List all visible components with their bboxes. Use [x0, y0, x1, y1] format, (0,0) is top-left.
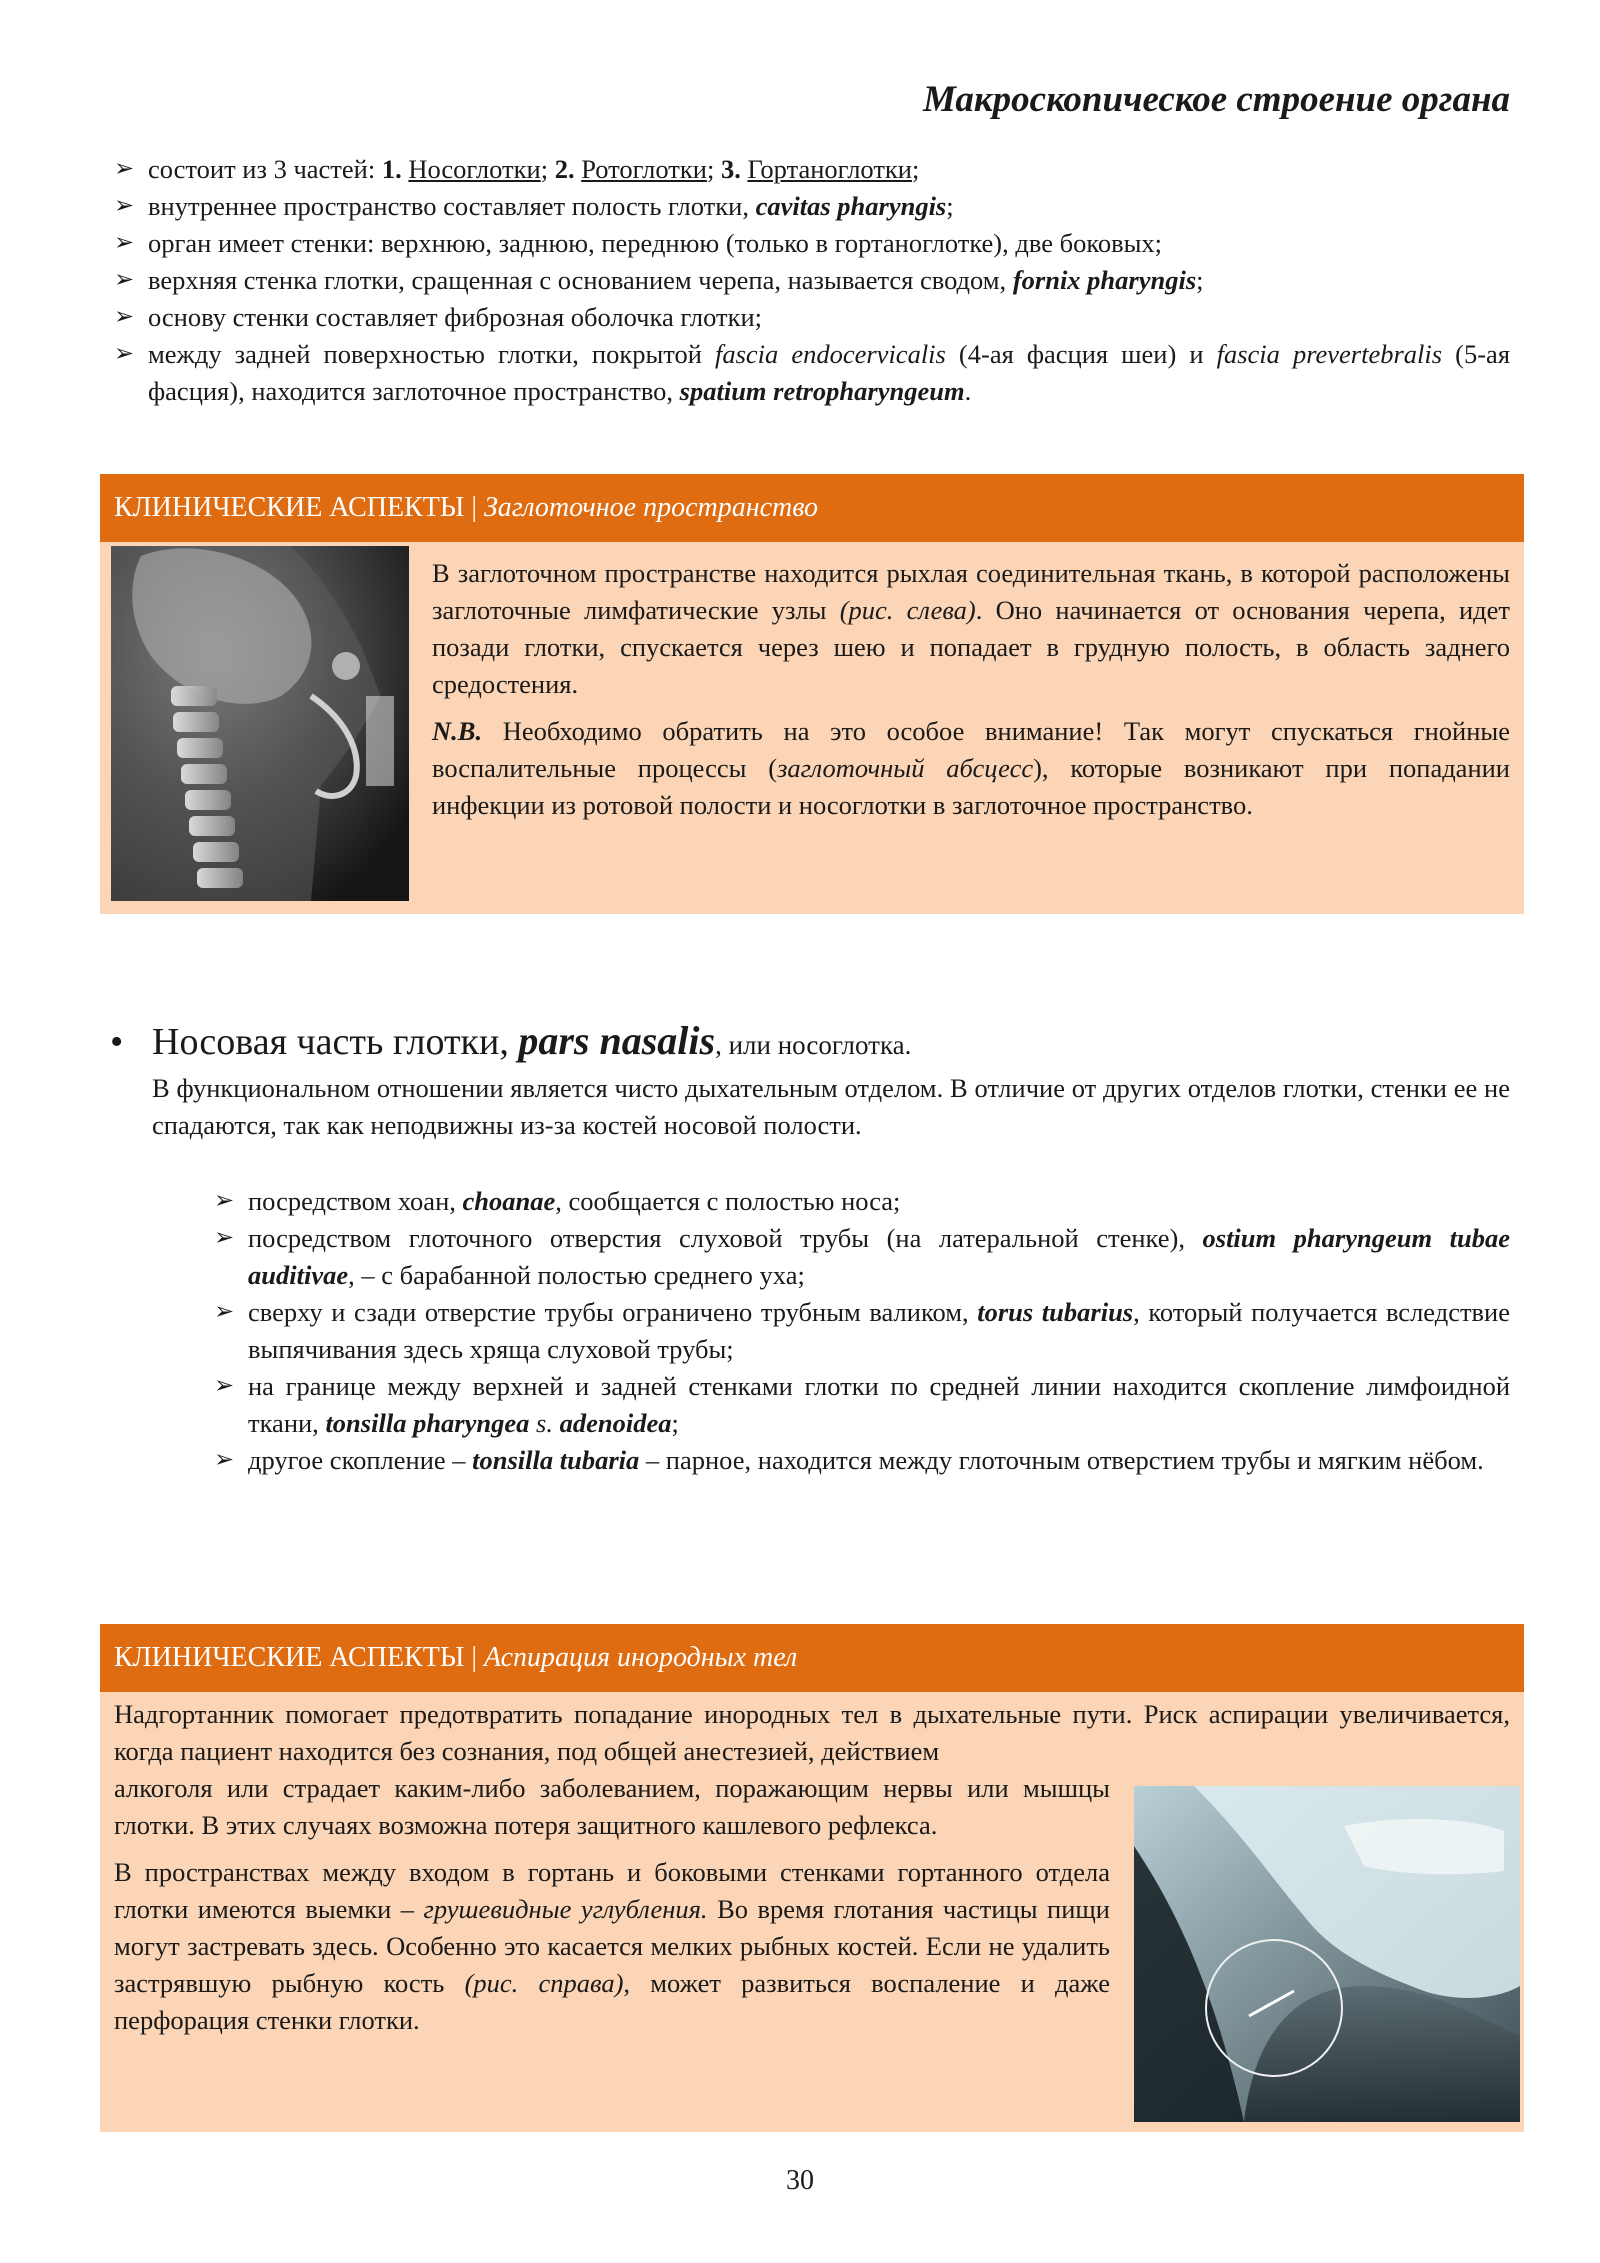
text-run: на границе между верхней и задней стенками глотки по средней линии находится скопление лимфоидной ткани,: [248, 1371, 1510, 1438]
neck-xray-image: [111, 546, 409, 901]
text-run: (5-ая фасция), находится заглоточное пространство,: [148, 339, 1511, 406]
text-run: , – с барабанной полостью среднего уха;: [348, 1260, 805, 1290]
text-run: spatium retropharyngeum: [679, 376, 965, 406]
text-run: tonsilla pharyngea: [325, 1408, 530, 1438]
text-run: грушевидные углубления.: [423, 1894, 708, 1924]
text-run: В пространствах между входом в гортань и боковыми стенками гортанного отдела глотки имеются выемки –: [114, 1857, 1110, 1924]
header-separator: |: [464, 1642, 484, 1673]
clinical-label: КЛИНИЧЕСКИЕ АСПЕКТЫ: [114, 492, 465, 523]
page-number: 30: [786, 2165, 814, 2196]
text-run: ;: [540, 154, 555, 184]
header-separator: |: [464, 492, 484, 523]
list-item: [214, 1294, 1510, 1368]
text-run: ;: [671, 1408, 679, 1438]
clinical-box-header-1: [100, 474, 1524, 542]
text-run: ), которые возникают при попадании инфекции из ротовой полости и носоглотки в заглоточное пространство.: [432, 753, 1510, 820]
text-run: Гортаноглотки: [747, 154, 912, 184]
text-run: В заглоточном пространстве находится рыхлая соединительная ткань, в которой расположены заглоточные лимфатические узлы: [432, 558, 1510, 625]
text-run: (рис. слева): [839, 595, 976, 625]
text-run: заглоточный абсцесс: [777, 753, 1034, 783]
list-item: [114, 188, 1510, 225]
text-run: fascia endocervicalis: [714, 339, 946, 369]
list-item: [114, 151, 1510, 188]
text-run: fornix pharyngis: [1012, 265, 1197, 295]
text-run: 2.: [554, 154, 575, 184]
text-run: adenoidea: [559, 1408, 672, 1438]
nasal-part-list: [214, 1183, 1510, 1479]
list-item: [114, 225, 1510, 262]
section-title-latin: pars nasalis: [518, 1018, 716, 1063]
text-run: 1.: [381, 154, 402, 184]
clinical-subtitle: Аспирация инородных тел: [483, 1642, 798, 1673]
list-item: [214, 1220, 1510, 1294]
text-run: . Оно начинается от основания черепа, идет позади глотки, спускается через шею и попадает в грудную полость, в область заднего средостения.: [432, 595, 1510, 699]
clinical-label: КЛИНИЧЕСКИЕ АСПЕКТЫ: [114, 1642, 465, 1673]
text-run: cavitas pharyngis: [755, 191, 947, 221]
clinical-box-text-1: [432, 555, 1510, 834]
page-title: Макроскопическое строение органа: [923, 79, 1510, 120]
text-run: , который получается вследствие выпячивания здесь хряща слуховой трубы;: [248, 1297, 1510, 1364]
text-run: torus tubarius: [977, 1297, 1134, 1327]
text-run: Ротоглотки: [581, 154, 707, 184]
text-run: ;: [911, 154, 920, 184]
text-run: ;: [706, 154, 721, 184]
text-run: внутреннее пространство составляет полость глотки,: [148, 191, 756, 221]
section-heading: [110, 1017, 1510, 1064]
neck-xray-illustration: [111, 546, 409, 901]
text-run: choanae: [462, 1186, 556, 1216]
text-run: 3.: [720, 154, 741, 184]
list-item: [214, 1183, 1510, 1220]
text-run: [553, 1408, 560, 1438]
list-item: [114, 262, 1510, 299]
text-run: основу стенки составляет фиброзная оболочка глотки;: [148, 302, 763, 332]
text-run: tonsilla tubaria: [472, 1445, 640, 1475]
section-title-tail: , или носоглотка.: [715, 1030, 912, 1060]
text-run: s.: [536, 1408, 553, 1438]
text-run: – парное, находится между глоточным отверстием трубы и мягким нёбом.: [639, 1445, 1484, 1475]
text-run: .: [964, 376, 972, 406]
text-run: Во время глотания частицы пищи могут застревать здесь. Особенно это касается мелких рыбных костей. Если не удалить застрявшую рыбную кость: [114, 1894, 1110, 1998]
box1-paragraph: [432, 713, 1510, 824]
text-run: между задней поверхностью глотки, покрытой: [148, 339, 715, 369]
clinical-subtitle: Заглоточное пространство: [483, 492, 819, 523]
section-bullet: •: [110, 1021, 124, 1063]
text-run: fascia prevertebralis: [1216, 339, 1443, 369]
text-run: ;: [1196, 265, 1204, 295]
list-item: [114, 299, 1510, 336]
list-item: [214, 1442, 1510, 1479]
text-run: (4-ая фасция шеи) и: [945, 339, 1217, 369]
text-run: , сообщается с полостью носа;: [555, 1186, 901, 1216]
text-run: ostium pharyngeum tubae auditivae: [248, 1223, 1510, 1290]
text-run: Носоглотки: [408, 154, 541, 184]
text-run: N.B.: [432, 716, 483, 746]
text-run: , может развиться воспаление и даже перфорация стенки глотки.: [114, 1968, 1110, 2035]
section-title-plain: Носовая часть глотки,: [152, 1021, 519, 1063]
text-run: орган имеет стенки: верхнюю, заднюю, переднюю (только в гортаноглотке), две боковых;: [148, 228, 1163, 258]
text-run: сверху и сзади отверстие трубы ограничено трубным валиком,: [248, 1297, 978, 1327]
box1-paragraph: [432, 555, 1510, 703]
section-paragraph: В функциональном отношении является чисто дыхательным отделом. В отличие от других отделов глотки, стенки ее не спадаются, так как неподвижны из-за костей носовой полости.: [152, 1073, 1510, 1140]
clinical-box-text-2: [114, 1696, 1510, 2049]
clinical-box-header-2: [100, 1624, 1524, 1692]
list-item: [214, 1368, 1510, 1442]
text-run: Необходимо обратить на это особое внимание! Так могут спускаться гнойные воспалительные процессы (: [432, 716, 1510, 783]
intro-list: [114, 151, 1510, 410]
text-run: другое скопление –: [248, 1445, 473, 1475]
box2-paragraph-1: алкоголя или страдает каким-либо заболеванием, поражающим нервы или мышцы глотки. В этих случаях возможна потеря защитного кашлевого рефлекса.: [114, 1773, 1110, 1840]
list-item: [114, 336, 1510, 410]
box2-paragraph-line: Надгортанник помогает предотвратить попадание инородных тел в дыхательные пути. Риск аспирации увеличивается, когда пациент находится без сознания, под общей анестезией, действием: [114, 1699, 1510, 1766]
text-run: посредством глоточного отверстия слуховой трубы (на латеральной стенке),: [248, 1223, 1203, 1253]
text-run: ;: [946, 191, 954, 221]
text-run: (рис. справа): [464, 1968, 624, 1998]
box2-paragraph-2: [114, 1854, 1110, 2039]
text-run: посредством хоан,: [248, 1186, 463, 1216]
text-run: верхняя стенка глотки, сращенная с основанием черепа, называется сводом,: [148, 265, 1013, 295]
text-run: состоит из 3 частей:: [148, 154, 382, 184]
